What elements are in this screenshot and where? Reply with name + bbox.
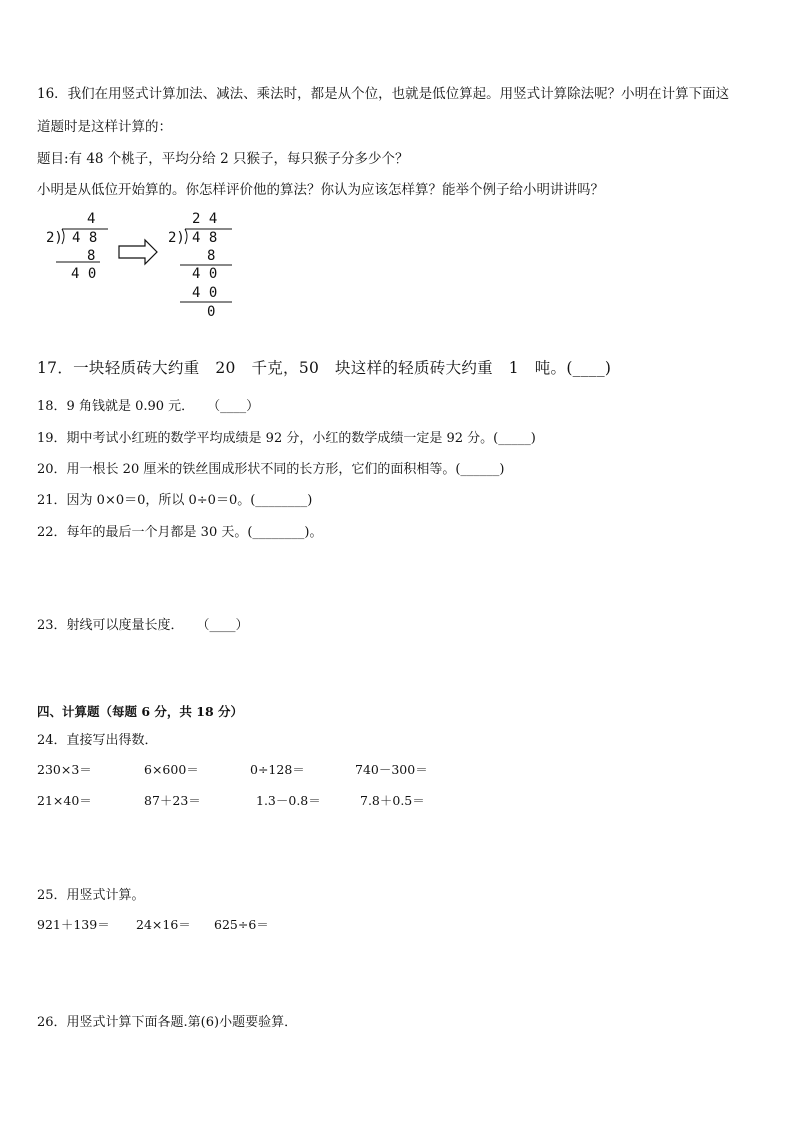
- long-division-diagram: [40, 206, 260, 336]
- q24-r2-c3: 1.3－0.8＝: [256, 793, 321, 808]
- q16-line-2: 道题时是这样计算的：: [37, 119, 172, 135]
- left-quotient: 4: [87, 211, 96, 227]
- right-subtrahend-1: 8: [207, 248, 216, 264]
- q19: 19．期中考试小红班的数学平均成绩是 92 分，小红的数学成绩一定是 92 分。(_____): [37, 431, 536, 446]
- q21: 21．因为 0×0＝0，所以 0÷0＝0。(________): [37, 493, 313, 508]
- q24-r1-c1: 230×3＝: [37, 762, 92, 777]
- q16-line-1: 16．我们在用竖式计算加法、减法、乘法时，都是从个位，也就是低位算起。用竖式计算除法呢？小明在计算下面这: [37, 86, 730, 102]
- q24-r2-c4: 7.8＋0.5＝: [360, 793, 425, 808]
- q23: 23．射线可以度量长度． （____）: [37, 618, 249, 633]
- q26: 26．用竖式计算下面各题.第(6)小题要验算．: [37, 1015, 298, 1030]
- q25-title: 25．用竖式计算。: [37, 888, 145, 903]
- right-remainder-1: 4 0: [192, 266, 218, 282]
- q20: 20．用一根长 20 厘米的铁丝围成形状不同的长方形，它们的面积相等。(______): [37, 462, 505, 477]
- q18: 18．9 角钱就是 0.90 元． （____）: [37, 399, 260, 414]
- left-remainder: 4 0: [71, 266, 97, 282]
- q24-r1-c4: 740－300＝: [355, 762, 428, 777]
- section-heading: 四、计算题（每题 6 分，共 18 分）: [37, 704, 244, 719]
- q24-r1-c3: 0÷128＝: [250, 762, 305, 777]
- q25-item-3: 625÷6＝: [214, 917, 269, 932]
- q24-r2-c1: 21×40＝: [37, 793, 92, 808]
- right-quotient: 2 4: [192, 211, 218, 227]
- q24-r2-c2: 87＋23＝: [144, 793, 201, 808]
- right-divisor: 2): [168, 230, 185, 246]
- q25-item-2: 24×16＝: [136, 917, 191, 932]
- right-dividend: 4 8: [192, 230, 218, 246]
- q16-problem: 题目:有 48 个桃子，平均分给 2 只猴子，每只猴子分多少个？: [37, 151, 409, 167]
- right-subtrahend-2: 4 0: [192, 285, 218, 301]
- q16-question: 小明是从低位开始算的。你怎样评价他的算法？你认为应该怎样算？能举个例子给小明讲讲吗？: [37, 182, 604, 198]
- q24-title: 24．直接写出得数．: [37, 733, 158, 748]
- right-remainder-2: 0: [207, 304, 216, 320]
- left-dividend: 4 8: [72, 230, 98, 246]
- q22: 22．每年的最后一个月都是 30 天。(________)。: [37, 525, 323, 540]
- q17: 17．一块轻质砖大约重 20 千克，50 块这样的轻质砖大约重 1 吨。(____): [37, 359, 612, 377]
- q24-r1-c2: 6×600＝: [144, 762, 199, 777]
- q25-item-1: 921＋139＝: [37, 917, 110, 932]
- left-subtrahend: 8: [87, 248, 96, 264]
- left-divisor: 2): [46, 230, 63, 246]
